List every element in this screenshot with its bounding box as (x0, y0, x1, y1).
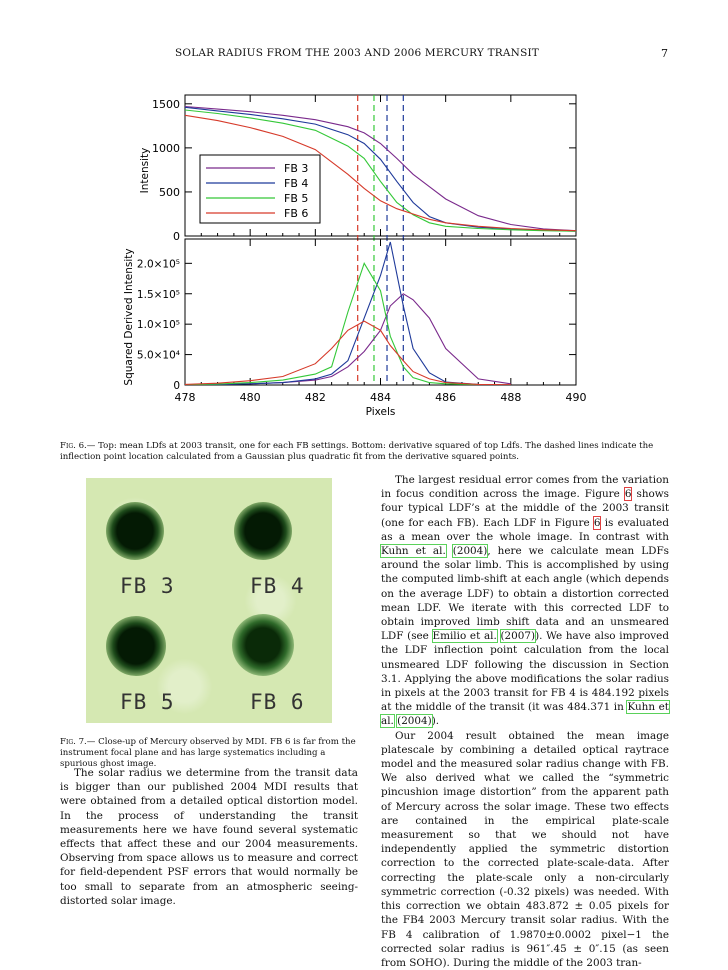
citation-kuhn-2004-link[interactable]: Kuhn et al. (381, 545, 446, 558)
page-number: 7 (661, 47, 668, 60)
mercury-disk-fb6 (232, 614, 294, 676)
figure-7-caption-text: Close-up of Mercury observed by MDI. FB 6 is far from the instrument focal plane and has large systematics including a spurious ghost image. (60, 737, 356, 769)
fb3-label: FB 3 (120, 574, 175, 598)
text-fragment: ). (431, 715, 440, 728)
legend-label: FB 3 (284, 162, 309, 175)
x-tick-label: 480 (239, 391, 261, 404)
x-tick-label: 484 (370, 391, 391, 404)
y-tick-label: 1000 (152, 141, 180, 155)
legend-label: FB 5 (284, 192, 309, 205)
text-fragment: is evaluated as a mean over the whole image. In contrast with (381, 516, 669, 543)
mercury-disk-fb3 (106, 502, 164, 560)
bottom-plot-frame (185, 239, 576, 385)
figure-7-caption-label: Fig. 7.— (60, 737, 96, 747)
left-column-text (60, 766, 358, 908)
legend-label: FB 4 (284, 177, 309, 190)
legend-label: FB 6 (284, 207, 309, 220)
fb5-label: FB 5 (120, 690, 175, 714)
figure-6-caption-label: Fig. 6.— (60, 441, 96, 451)
figure-6-caption-text: Top: mean LDfs at 2003 transit, one for each FB settings. Bottom: derivative squared of top Ldfs. The dashed lines indicate the inflection point location calculated from a Gaussian plus quadratic fit from the derivative squared points. (60, 441, 654, 462)
bottom-panel (123, 239, 587, 418)
x-tick-label: 486 (435, 391, 457, 404)
y-tick-label: 500 (159, 185, 180, 199)
figure-6-link[interactable]: 6 (624, 488, 632, 501)
y-tick-label: 1.0×10⁵ (136, 319, 180, 332)
text-fragment: , here we calculate mean LDFs around the solar limb. This is accomplished by using the computed limb-shift at each angle (which depends on the average LDF) to obtain a distortion corrected mean LDF. We iterate with this corrected LDF to obtain improved limb shift data and an unsmeared LDF (see (381, 545, 670, 643)
mercury-disk-fb5 (106, 616, 166, 676)
right-paragraph-1 (381, 473, 669, 729)
y-axis-title: Intensity (139, 147, 151, 194)
y-tick-label: 0 (173, 230, 180, 243)
citation-emilio-2007-link[interactable]: Emilio et al. (432, 630, 497, 643)
y-tick-label: 2.0×10⁵ (136, 258, 180, 271)
y-tick-label: 0 (173, 380, 180, 392)
citation-kuhn-2004-year-link[interactable]: (2004) (452, 545, 488, 558)
mercury-disk-fb4 (234, 502, 292, 560)
figure-6-chart (100, 85, 610, 425)
citation-kuhn-2004-year-link[interactable]: (2004) (397, 715, 432, 728)
figure-6-link[interactable]: 6 (593, 516, 601, 529)
x-tick-label: 478 (174, 391, 196, 404)
figure-7-image (86, 478, 332, 723)
citation-emilio-2007-year-link[interactable]: (2007) (500, 630, 536, 643)
right-column-text (381, 473, 669, 970)
fb6-label: FB 6 (250, 690, 305, 714)
right-paragraph-2: Our 2004 result obtained the mean image platescale by combining a detailed optical raytrace model and the measured solar radius change with FB. We also derived what we called the “symmetric pincushion image distortion” from the apparent path of Mercury across the solar image. These two effects are contained in the empirical plate-scale measurement so that we should not have independently applied the symmetric distortion correction to the corrected plate-scale-data. After correcting the plate-scale only a non-circularly symmetric correction (-0.32 pixels) was needed. With this correction we obtain 483.872 ± 0.05 pixels for the FB4 2003 Mercury transit solar radius. With the FB 4 calibration of 1.9870±0.0002 pixel−1 the corrected solar radius is 961″.45 ± 0″.15 (as seen from SOHO). During the middle of the 2003 tran- (381, 729, 669, 969)
y-tick-label: 1.5×10⁵ (136, 288, 180, 301)
left-paragraph-1: The solar radius we determine from the transit data is bigger than our published 2004 MDI results that were obtained from a detailed optical distortion model. In the process of understanding the transit measurements here we have found several systematic effects that affect these and our 2004 measurements. Observing from space allows us to measure and correct for field-dependent PSF errors that would normally be too small to separate from an atmospheric seeing-distorted solar image. (60, 767, 358, 907)
x-axis-title: Pixels (365, 406, 396, 418)
citation-kuhn-2004-link[interactable]: Kuhn et al. (381, 701, 669, 728)
x-tick-label: 488 (500, 391, 522, 404)
x-tick-label: 490 (565, 391, 587, 404)
series-line (185, 321, 511, 385)
y-tick-label: 5.0×10⁴ (136, 349, 180, 362)
figure-6-caption (60, 441, 674, 463)
y-tick-label: 1500 (152, 97, 180, 111)
text-fragment: shows four typical LDF’s at the middle of the 2003 transit (one for each FB). Each LDF in Figure (381, 488, 670, 529)
y-axis-title: Squared Derived Intensity (123, 248, 135, 386)
series-line (185, 294, 511, 385)
text-fragment: ). We have also improved the LDF inflection point calculation from the local unsmeared LDF following the discussion in Section 3.1. Applying the above modifications the solar radius in pixels at the 2003 transit for FB 4 is 484.192 pixels at the middle of the transit (it was 484.371 in (381, 630, 669, 714)
x-tick-label: 482 (304, 391, 326, 404)
text-fragment: The largest residual error comes from the variation in focus condition across the image. Figure (381, 474, 669, 501)
running-head: SOLAR RADIUS FROM THE 2003 AND 2006 MERCURY TRANSIT (175, 47, 540, 59)
fb4-label: FB 4 (250, 574, 305, 598)
